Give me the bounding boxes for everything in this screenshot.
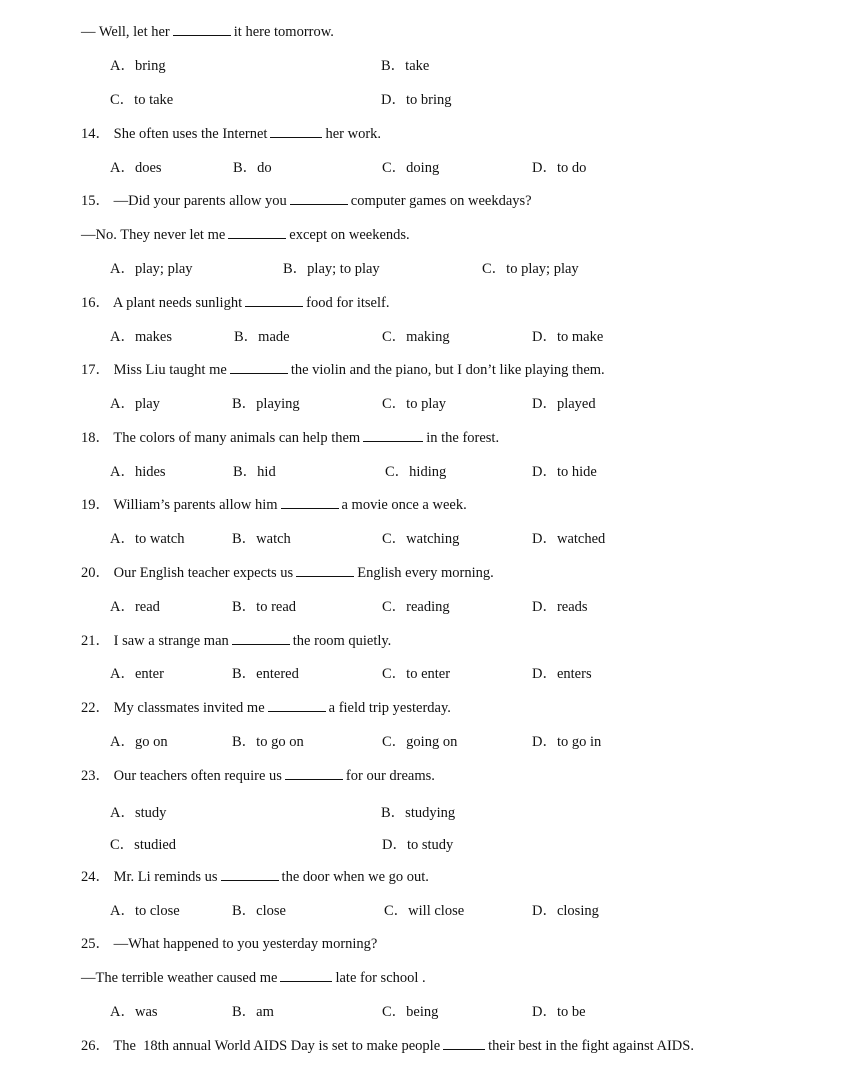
answer-blank	[221, 868, 279, 881]
q14-stem-post: her work.	[325, 126, 382, 142]
answer-blank	[228, 226, 286, 239]
q20-option-b[interactable]: B．to read	[232, 599, 297, 615]
q18-stem-pre: The colors of many animals can help them	[113, 430, 361, 446]
q21-option-a[interactable]: A．enter	[110, 666, 164, 682]
q17-option-b[interactable]: B．playing	[232, 396, 300, 412]
question-number: 18．	[81, 430, 110, 446]
q22-option-a[interactable]: A．go on	[110, 734, 168, 750]
q20-option-c[interactable]: C．reading	[382, 599, 450, 615]
q25-reply	[81, 969, 426, 987]
q25-option-b[interactable]: B．am	[232, 1004, 274, 1020]
question-number: 14．	[81, 126, 110, 142]
answer-blank	[268, 699, 326, 712]
q25-reply-pre: —The terrible weather caused me	[81, 970, 278, 986]
answer-blank	[296, 564, 354, 577]
question-number: 19．	[81, 497, 110, 513]
q19-option-b[interactable]: B．watch	[232, 531, 291, 547]
q21-option-b[interactable]: B．entered	[232, 666, 299, 682]
q15-stem	[81, 192, 532, 210]
q21-stem-pre: I saw a strange man	[113, 633, 229, 649]
q22-option-d[interactable]: D．to go in	[532, 734, 602, 750]
q17-option-a[interactable]: A．play	[110, 396, 160, 412]
q24-option-b[interactable]: B．close	[232, 903, 286, 919]
q25-option-c[interactable]: C．being	[382, 1004, 439, 1020]
answer-blank	[281, 496, 339, 509]
q14-option-c[interactable]: C．doing	[382, 160, 440, 176]
q14-option-a[interactable]: A．does	[110, 160, 162, 176]
q25-stem-pre: —What happened to you yesterday morning?	[113, 936, 378, 952]
q15-stem-post: computer games on weekdays?	[350, 193, 532, 209]
q22-stem-post: a field trip yesterday.	[328, 700, 451, 716]
question-number: 26．	[81, 1038, 110, 1054]
q15-option-c[interactable]: C．to play; play	[482, 261, 579, 277]
q18-option-a[interactable]: A．hides	[110, 464, 166, 480]
q20-option-d[interactable]: D．reads	[532, 599, 588, 615]
q17-stem-post: the violin and the piano, but I don’t like playing them.	[290, 362, 605, 378]
answer-blank	[173, 23, 231, 36]
q14-option-b[interactable]: B．do	[233, 160, 272, 176]
q21-option-d[interactable]: D．enters	[532, 666, 592, 682]
q18-stem-post: in the forest.	[426, 430, 500, 446]
question-number: 15．	[81, 193, 110, 209]
q22-stem-pre: My classmates invited me	[113, 700, 265, 716]
q18-option-d[interactable]: D．to hide	[532, 464, 597, 480]
q16-option-b[interactable]: B．made	[234, 329, 290, 345]
q13-option-d[interactable]: D．to bring	[381, 92, 452, 108]
q14-option-d[interactable]: D．to do	[532, 160, 587, 176]
question-number: 24．	[81, 869, 110, 885]
q25-reply-post: late for school .	[335, 970, 426, 986]
q22-option-c[interactable]: C．going on	[382, 734, 458, 750]
q16-option-c[interactable]: C．making	[382, 329, 450, 345]
q23-stem-pre: Our teachers often require us	[113, 768, 282, 784]
q16-stem-post: food for itself.	[306, 295, 390, 311]
q16-option-a[interactable]: A．makes	[110, 329, 173, 345]
question-number: 16．	[81, 295, 110, 311]
answer-blank	[285, 767, 343, 780]
q20-option-a[interactable]: A．read	[110, 599, 160, 615]
q23-stem	[81, 767, 435, 785]
q24-stem	[81, 868, 429, 886]
q21-stem-post: the room quietly.	[292, 633, 392, 649]
q18-stem	[81, 429, 499, 447]
q13-option-c[interactable]: C．to take	[110, 92, 174, 108]
q15-reply-pre: —No. They never let me	[81, 227, 226, 243]
q14-stem	[81, 125, 381, 143]
answer-blank	[290, 192, 348, 205]
answer-blank	[280, 969, 332, 982]
q23-stem-post: for our dreams.	[345, 768, 435, 784]
q15-reply	[81, 226, 410, 244]
question-number: 22．	[81, 700, 110, 716]
q23-option-d[interactable]: D．to study	[382, 837, 454, 853]
answer-blank	[245, 294, 303, 307]
q26-stem-post: their best in the fight against AIDS.	[488, 1038, 694, 1054]
q22-stem	[81, 699, 451, 717]
q25-option-d[interactable]: D．to be	[532, 1004, 586, 1020]
q25-option-a[interactable]: A．was	[110, 1004, 158, 1020]
q16-stem-pre: A plant needs sunlight	[112, 295, 243, 311]
q23-option-a[interactable]: A．study	[110, 805, 167, 821]
q13-reply-pre: — Well, let her	[81, 24, 170, 40]
q17-stem-pre: Miss Liu taught me	[113, 362, 227, 378]
q21-option-c[interactable]: C．to enter	[382, 666, 451, 682]
question-number: 21．	[81, 633, 110, 649]
q13-option-b[interactable]: B．take	[381, 58, 430, 74]
q24-option-a[interactable]: A．to close	[110, 903, 180, 919]
q15-stem-pre: —Did your parents allow you	[113, 193, 287, 209]
q19-option-c[interactable]: C．watching	[382, 531, 460, 547]
q17-stem	[81, 361, 605, 379]
q25-stem	[81, 935, 377, 953]
q17-option-d[interactable]: D．played	[532, 396, 596, 412]
q20-stem	[81, 564, 494, 582]
q19-option-d[interactable]: D．watched	[532, 531, 606, 547]
q17-option-c[interactable]: C．to play	[382, 396, 447, 412]
q18-option-c[interactable]: C．hiding	[385, 464, 447, 480]
question-number: 23．	[81, 768, 110, 784]
q13-reply	[81, 23, 334, 41]
answer-blank	[363, 429, 423, 442]
q19-stem	[81, 496, 467, 514]
q26-stem-pre: The 18th annual World AIDS Day is set to make people	[113, 1038, 441, 1054]
q24-stem-pre: Mr. Li reminds us	[113, 869, 218, 885]
q23-option-b[interactable]: B．studying	[381, 805, 456, 821]
q26-stem	[81, 1037, 694, 1055]
q20-stem-pre: Our English teacher expects us	[113, 565, 294, 581]
q13-option-a[interactable]: A．bring	[110, 58, 166, 74]
q19-stem-pre: William’s parents allow him	[113, 497, 278, 513]
answer-blank	[232, 632, 290, 645]
q13-reply-post: it here tomorrow.	[233, 24, 334, 40]
q23-option-c[interactable]: C．studied	[110, 837, 177, 853]
question-number: 17．	[81, 362, 110, 378]
answer-blank	[270, 125, 322, 138]
q15-option-a[interactable]: A．play; play	[110, 261, 193, 277]
q15-option-b[interactable]: B．play; to play	[283, 261, 380, 277]
q19-option-a[interactable]: A．to watch	[110, 531, 185, 547]
q20-stem-post: English every morning.	[357, 565, 494, 581]
q16-stem	[81, 294, 389, 312]
q21-stem	[81, 632, 391, 650]
q18-option-b[interactable]: B．hid	[233, 464, 276, 480]
q14-stem-pre: She often uses the Internet	[113, 126, 268, 142]
q15-reply-post: except on weekends.	[289, 227, 410, 243]
q19-stem-post: a movie once a week.	[341, 497, 467, 513]
answer-blank	[230, 361, 288, 374]
q24-option-c[interactable]: C．will close	[384, 903, 465, 919]
answer-blank	[443, 1037, 485, 1050]
question-number: 25．	[81, 936, 110, 952]
q24-stem-post: the door when we go out.	[281, 869, 429, 885]
q24-option-d[interactable]: D．closing	[532, 903, 599, 919]
question-number: 20．	[81, 565, 110, 581]
q16-option-d[interactable]: D．to make	[532, 329, 604, 345]
q22-option-b[interactable]: B．to go on	[232, 734, 304, 750]
